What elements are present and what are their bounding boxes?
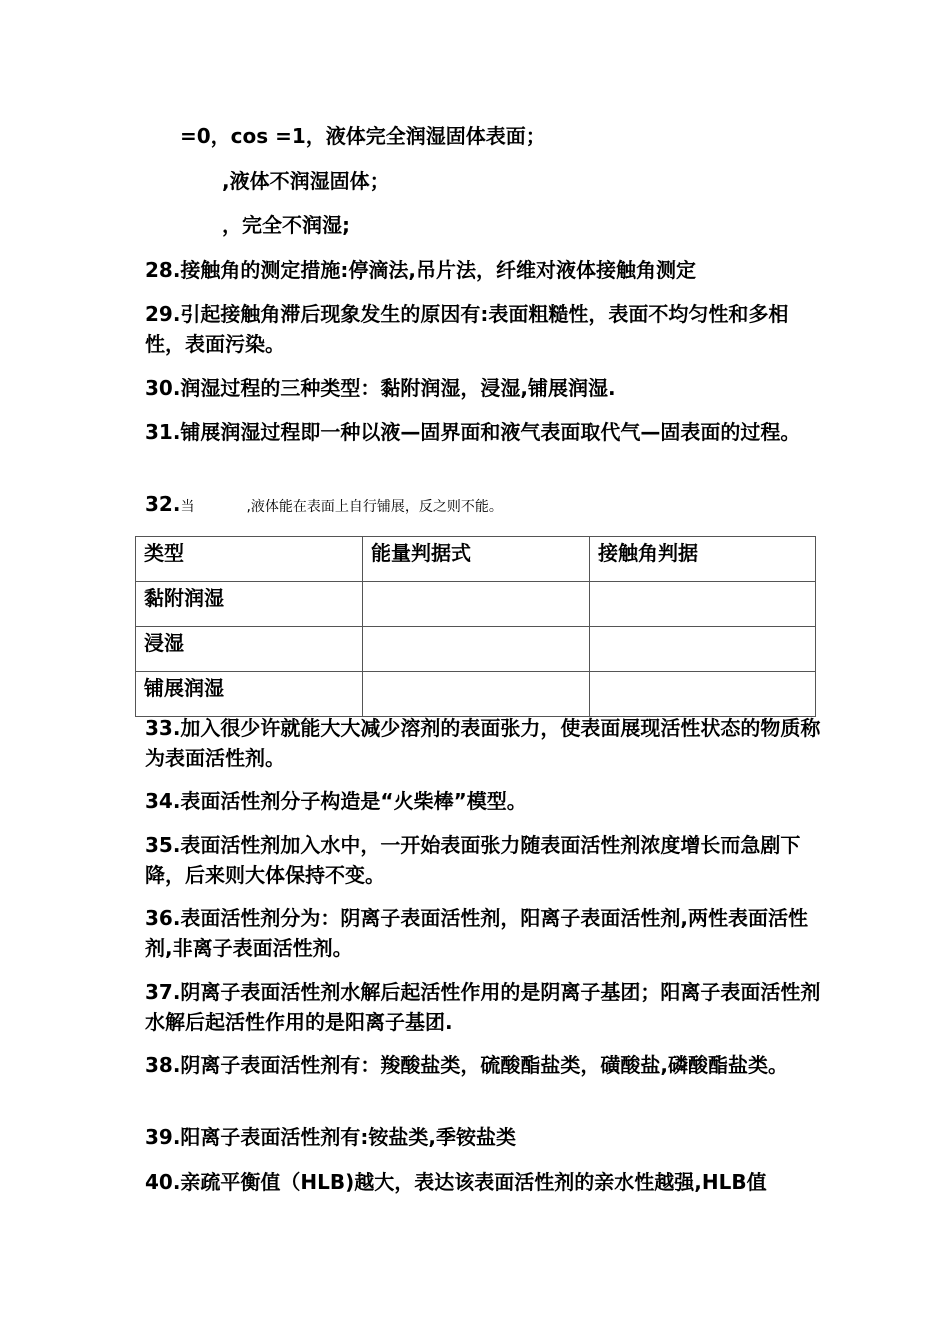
item-40: 40.亲疏平衡值（HLB)越大，表达该表面活性剂的亲水性越强,HLB值	[145, 1170, 767, 1194]
item-30: 30.润湿过程的三种类型：黏附润湿，浸湿,铺展润湿.	[145, 376, 616, 400]
table-cell	[590, 582, 816, 627]
text-line-non-wetting: ,液体不润湿固体；	[222, 169, 390, 193]
item-37: 37.阴离子表面活性剂水解后起活性作用的是阴离子基团；阳离子表面活性剂水解后起活性作用的是阳离子基团.	[145, 980, 821, 1034]
table-cell: 浸湿	[136, 627, 363, 672]
item-33: 33.加入很少许就能大大减少溶剂的表面张力，使表面展现活性状态的物质称为表面活性剂。	[145, 716, 821, 770]
item-32	[145, 489, 503, 522]
table-cell	[363, 627, 590, 672]
table-cell	[363, 582, 590, 627]
wetting-types-table	[135, 536, 816, 717]
item-29: 29.引起接触角滞后现象发生的原因有:表面粗糙性，表面不均匀性和多相性，表面污染。	[145, 302, 789, 356]
item-31: 31.铺展润湿过程即一种以液—固界面和液气表面取代气—固表面的过程。	[145, 420, 801, 444]
item-32-number: 32.	[145, 492, 181, 516]
table-cell	[590, 627, 816, 672]
item-34: 34.表面活性剂分子构造是“火柴棒”模型。	[145, 789, 527, 813]
table-row	[136, 582, 816, 627]
table-row	[136, 627, 816, 672]
item-36: 36.表面活性剂分为：阴离子表面活性剂，阳离子表面活性剂,两性表面活性剂,非离子表面活性剂。	[145, 906, 809, 960]
table-cell	[590, 672, 816, 717]
item-32-part-b: ,液体能在表面上自行铺展，反之则不能。	[246, 499, 503, 515]
header-energy-criterion: 能量判据式	[363, 537, 590, 582]
table-cell: 铺展润湿	[136, 672, 363, 717]
table-cell	[363, 672, 590, 717]
text-line-complete-non-wetting: ，完全不润湿;	[222, 213, 350, 237]
table-cell: 黏附润湿	[136, 582, 363, 627]
item-32-part-a: 当	[180, 499, 195, 515]
table-row	[136, 672, 816, 717]
item-35: 35.表面活性剂加入水中，一开始表面张力随表面活性剂浓度增长而急剧下降，后来则大体保持不变。	[145, 833, 801, 887]
item-38: 38.阴离子表面活性剂有：羧酸盐类，硫酸酯盐类，磺酸盐,磷酸酯盐类。	[145, 1053, 789, 1077]
table-header-row	[136, 537, 816, 582]
item-39: 39.阳离子表面活性剂有:铵盐类,季铵盐类	[145, 1125, 517, 1149]
text-line-complete-wetting: =0，cos =1，液体完全润湿固体表面；	[180, 124, 546, 148]
item-28: 28.接触角的测定措施:停滴法,吊片法，纤维对液体接触角测定	[145, 258, 697, 282]
header-type: 类型	[136, 537, 363, 582]
header-contact-angle-criterion: 接触角判据	[590, 537, 816, 582]
